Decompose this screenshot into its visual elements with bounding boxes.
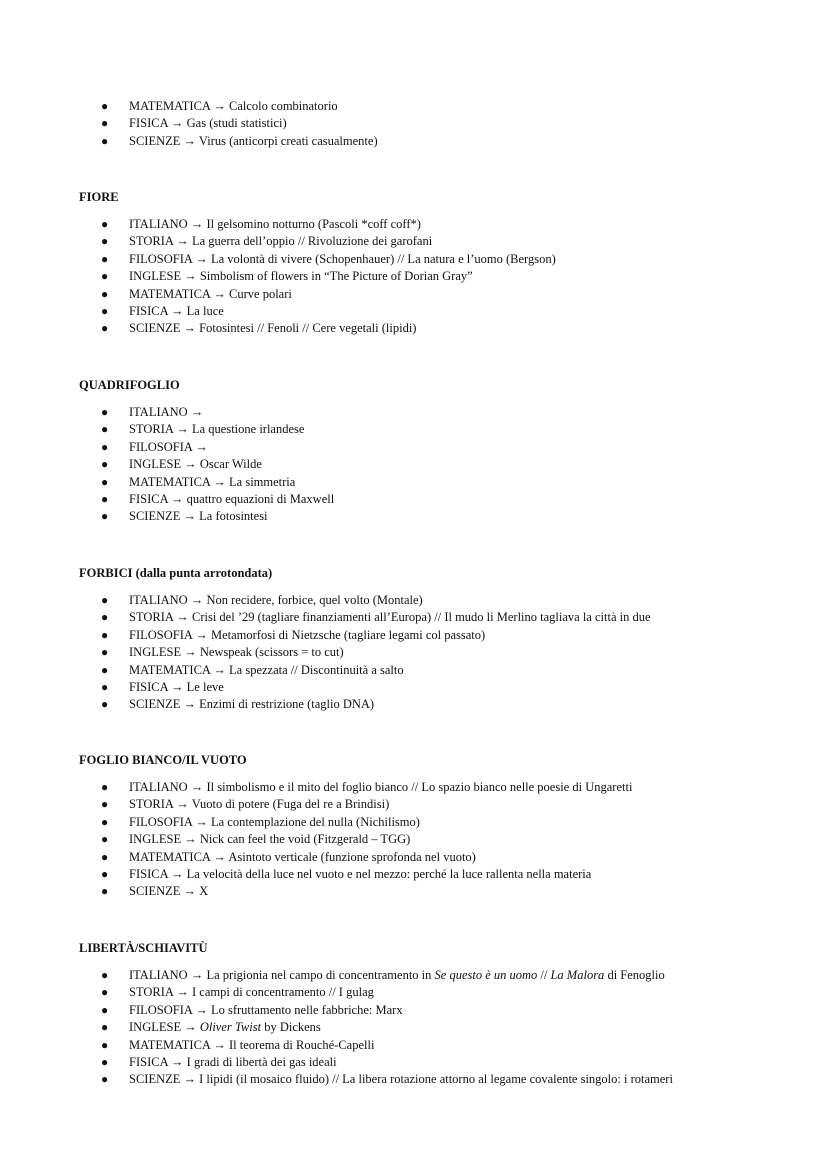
topic-text: La prigionia nel campo di concentramento in (206, 968, 435, 982)
bullet-icon: ● (101, 780, 109, 794)
arrow-right-icon: → (167, 866, 187, 881)
arrow-right-icon: → (192, 814, 211, 829)
topic-text: Newspeak (scissors = to cut) (199, 645, 344, 660)
subject-label: FILOSOFIA (129, 627, 193, 642)
list-item (0, 1002, 828, 1019)
section-heading: QUADRIFOGLIO (79, 378, 180, 392)
subject-label: FISICA (129, 303, 168, 318)
list-item (0, 831, 828, 848)
item-text (129, 644, 344, 661)
subject-label: INGLESE (129, 1020, 182, 1035)
item-text (129, 320, 416, 337)
list-item (0, 456, 828, 473)
subject-label: INGLESE (129, 269, 182, 284)
list-item (0, 644, 828, 661)
list-item (0, 866, 828, 883)
arrow-right-icon: → (167, 116, 187, 131)
topic-text: I gradi di libertà dei gas ideali (186, 1054, 337, 1069)
arrow-right-icon: → (187, 593, 207, 607)
arrow-right-icon: → (180, 884, 200, 899)
item-text (129, 627, 485, 644)
list-item (0, 984, 828, 1001)
list-item (0, 849, 828, 866)
arrow-right-icon: → (181, 269, 200, 284)
topic-text: La volontà di vivere (Schopenhauer) // La natura e l’uomo (Bergson) (210, 251, 556, 266)
item-text (129, 456, 262, 473)
list-item (0, 286, 828, 303)
bullet-icon: ● (101, 697, 109, 712)
bullet-icon: ● (101, 457, 109, 472)
subject-label: SCIENZE (129, 1072, 181, 1087)
bullet-icon: ● (101, 321, 109, 336)
arrow-right-icon: → (181, 832, 200, 847)
bullet-icon: ● (101, 286, 109, 301)
item-list (0, 592, 828, 714)
bullet-icon: ● (101, 985, 109, 1000)
item-text (129, 814, 420, 831)
bullet-icon: ● (101, 832, 109, 847)
list-item (0, 609, 828, 626)
title-italic: La Malora (550, 968, 605, 982)
item-text (129, 474, 295, 491)
subject-label: FILOSOFIA (129, 439, 193, 454)
list-item (0, 592, 828, 609)
list-item (0, 796, 828, 813)
section-heading: LIBERTÀ/SCHIAVITÙ (79, 941, 208, 955)
item-text (129, 1019, 321, 1036)
subject-label: ITALIANO (129, 217, 188, 231)
subject-label: ITALIANO (129, 405, 188, 419)
topic-text: Enzimi di restrizione (taglio DNA) (199, 697, 375, 712)
list-item (0, 268, 828, 285)
bullet-icon: ● (101, 303, 109, 318)
list-item (0, 508, 828, 525)
arrow-right-icon: → (167, 1054, 187, 1069)
topic-text: Lo sfruttamento nelle fabbriche: Marx (210, 1002, 403, 1017)
topic-text: I campi di concentramento // I gulag (191, 985, 374, 1000)
list-item (0, 1071, 828, 1088)
topic-text: Il simbolismo e il mito del foglio bianco // Lo spazio bianco nelle poesie di Ungaretti (206, 780, 633, 794)
arrow-right-icon: → (181, 1020, 200, 1035)
item-text (129, 1054, 337, 1071)
bullet-icon: ● (101, 645, 109, 660)
list-item (0, 883, 828, 900)
section-heading: FOGLIO BIANCO/IL VUOTO (79, 753, 247, 767)
bullet-icon: ● (101, 679, 109, 694)
topic-text: La questione irlandese (191, 422, 305, 437)
list-item (0, 814, 828, 831)
bullet-icon: ● (101, 1054, 109, 1069)
arrow-right-icon: → (187, 405, 204, 419)
item-text (129, 592, 423, 609)
topic-text: Gas (studi statistici) (186, 116, 287, 131)
list-item (0, 1019, 828, 1036)
bullet-icon: ● (101, 849, 109, 864)
subject-label: MATEMATICA (129, 662, 211, 677)
arrow-right-icon: → (181, 645, 200, 660)
item-text (129, 779, 632, 796)
item-text (129, 984, 374, 1001)
item-list (0, 98, 828, 150)
arrow-right-icon: → (173, 610, 192, 625)
topic-text: Simbolism of flowers in “The Picture of Dorian Gray” (199, 269, 473, 284)
list-item (0, 491, 828, 508)
item-list (0, 404, 828, 526)
topic-text: Curve polari (229, 286, 292, 301)
subject-label: INGLESE (129, 832, 182, 847)
arrow-right-icon: → (180, 509, 200, 524)
subject-label: STORIA (129, 797, 174, 812)
topic-text: Il teorema di Rouché-Capelli (229, 1037, 375, 1052)
bullet-icon: ● (101, 1072, 109, 1087)
subject-label: MATEMATICA (129, 286, 211, 301)
arrow-right-icon: → (210, 474, 230, 489)
item-text (129, 286, 292, 303)
bullet-icon: ● (101, 99, 109, 113)
bullet-icon: ● (101, 509, 109, 524)
list-item (0, 627, 828, 644)
item-text (129, 303, 224, 320)
bullet-icon: ● (101, 797, 109, 812)
topic-text: Nick can feel the void (Fitzgerald – TGG) (199, 832, 411, 847)
list-item (0, 320, 828, 337)
subject-label: FISICA (129, 679, 168, 694)
bullet-icon: ● (101, 610, 109, 625)
subject-label: INGLESE (129, 645, 182, 660)
arrow-right-icon: → (167, 303, 187, 318)
arrow-right-icon: → (180, 697, 200, 712)
item-text (129, 866, 591, 883)
topic-text: I lipidi (il mosaico fluido) // La libera rotazione attorno al legame covalente singolo: i rotameri (199, 1072, 673, 1087)
list-item (0, 662, 828, 679)
item-list (0, 216, 828, 338)
subject-label: FISICA (129, 116, 168, 131)
list-item (0, 1054, 828, 1071)
bullet-icon: ● (101, 116, 109, 131)
arrow-right-icon: → (187, 217, 207, 231)
list-item (0, 474, 828, 491)
topic-text: Calcolo combinatorio (229, 99, 338, 113)
arrow-right-icon: → (167, 491, 187, 506)
subject-label: STORIA (129, 234, 174, 249)
list-item (0, 133, 828, 150)
arrow-right-icon: → (192, 251, 211, 266)
bullet-icon: ● (101, 491, 109, 506)
arrow-right-icon: → (167, 679, 187, 694)
topic-text: Oscar Wilde (199, 457, 262, 472)
item-text (129, 251, 556, 268)
item-text (129, 216, 421, 233)
list-item (0, 233, 828, 250)
item-text (129, 679, 224, 696)
topic-text: quattro equazioni di Maxwell (186, 491, 335, 506)
list-item (0, 303, 828, 320)
subject-label: FILOSOFIA (129, 814, 193, 829)
bullet-icon: ● (101, 884, 109, 899)
item-text (129, 849, 476, 866)
item-list (0, 779, 828, 901)
item-text (129, 696, 374, 713)
subject-label: ITALIANO (129, 968, 188, 982)
item-text (129, 1002, 403, 1019)
subject-label: FILOSOFIA (129, 251, 193, 266)
section-heading: FIORE (79, 190, 119, 204)
subject-label: ITALIANO (129, 780, 188, 794)
bullet-icon: ● (101, 1037, 109, 1052)
subject-label: SCIENZE (129, 509, 181, 524)
arrow-right-icon: → (173, 985, 192, 1000)
arrow-right-icon: → (210, 286, 230, 301)
topic-text: La simmetria (229, 474, 296, 489)
list-item (0, 779, 828, 796)
topic-text: Fotosintesi // Fenoli // Cere vegetali (lipidi) (199, 321, 417, 336)
arrow-right-icon: → (192, 1002, 211, 1017)
arrow-right-icon: → (192, 439, 208, 454)
arrow-right-icon: → (210, 99, 230, 113)
bullet-icon: ● (101, 251, 109, 266)
bullet-icon: ● (101, 234, 109, 249)
topic-text: La spezzata // Discontinuità a salto (229, 662, 404, 677)
topic-text: // (537, 968, 551, 982)
subject-label: MATEMATICA (129, 1037, 211, 1052)
item-text (129, 421, 304, 438)
arrow-right-icon: → (210, 662, 230, 677)
topic-text: La velocità della luce nel vuoto e nel mezzo: perché la luce rallenta nella materia (186, 866, 592, 881)
item-text (129, 831, 410, 848)
item-text (129, 268, 473, 285)
item-text (129, 233, 432, 250)
bullet-icon: ● (101, 627, 109, 642)
bullet-icon: ● (101, 439, 109, 454)
item-text (129, 796, 389, 813)
topic-text: Crisi del ’29 (tagliare finanziamenti all’Europa) // Il mudo li Merlino tagliava la città in due (191, 610, 651, 625)
item-text (129, 98, 338, 115)
subject-label: SCIENZE (129, 321, 181, 336)
arrow-right-icon: → (173, 797, 192, 812)
bullet-icon: ● (101, 133, 109, 148)
item-text (129, 115, 287, 132)
arrow-right-icon: → (181, 457, 200, 472)
item-text (129, 967, 665, 984)
topic-text: Le leve (186, 679, 224, 694)
arrow-right-icon: → (192, 627, 211, 642)
subject-label: FISICA (129, 866, 168, 881)
arrow-right-icon: → (173, 422, 192, 437)
subject-label: FISICA (129, 1054, 168, 1069)
item-text (129, 508, 268, 525)
subject-label: SCIENZE (129, 697, 181, 712)
subject-label: MATEMATICA (129, 474, 211, 489)
bullet-icon: ● (101, 814, 109, 829)
list-item (0, 98, 828, 115)
item-text (129, 883, 208, 900)
list-item (0, 696, 828, 713)
bullet-icon: ● (101, 662, 109, 677)
item-text (129, 404, 203, 421)
topic-text: di Fenoglio (604, 968, 665, 982)
arrow-right-icon: → (210, 1037, 230, 1052)
list-item (0, 216, 828, 233)
topic-text: X (199, 884, 209, 899)
item-text (129, 1071, 673, 1088)
topic-text: Asintoto verticale (funzione sprofonda nel vuoto) (228, 849, 476, 864)
arrow-right-icon: → (173, 234, 192, 249)
topic-text: La fotosintesi (199, 509, 268, 524)
arrow-right-icon: → (187, 780, 207, 794)
item-text (129, 439, 208, 456)
subject-label: MATEMATICA (129, 99, 211, 113)
arrow-right-icon: → (180, 321, 200, 336)
list-item (0, 404, 828, 421)
topic-text: Non recidere, forbice, quel volto (Montale) (206, 593, 423, 607)
arrow-right-icon: → (180, 1072, 200, 1087)
bullet-icon: ● (101, 217, 109, 231)
bullet-icon: ● (101, 1002, 109, 1017)
title-italic: Se questo è un uomo (434, 968, 538, 982)
list-item (0, 421, 828, 438)
subject-label: FILOSOFIA (129, 1002, 193, 1017)
topic-text: La contemplazione del nulla (Nichilismo) (210, 814, 420, 829)
item-text (129, 133, 378, 150)
item-text (129, 1037, 374, 1054)
list-item (0, 251, 828, 268)
bullet-icon: ● (101, 269, 109, 284)
bullet-icon: ● (101, 422, 109, 437)
list-item (0, 1037, 828, 1054)
item-text (129, 662, 404, 679)
list-item (0, 439, 828, 456)
item-list (0, 967, 828, 1089)
list-item (0, 679, 828, 696)
subject-label: ITALIANO (129, 593, 188, 607)
bullet-icon: ● (101, 474, 109, 489)
bullet-icon: ● (101, 1020, 109, 1035)
subject-label: MATEMATICA (129, 849, 211, 864)
bullet-icon: ● (101, 866, 109, 881)
section-heading: FORBICI (dalla punta arrotondata) (79, 566, 273, 580)
topic-text: Virus (anticorpi creati casualmente) (198, 133, 378, 148)
item-text (129, 609, 651, 626)
arrow-right-icon: → (180, 133, 199, 148)
subject-label: STORIA (129, 610, 174, 625)
topic-text: La luce (186, 303, 224, 318)
topic-text: Vuoto di potere (Fuga del re a Brindisi) (191, 797, 390, 812)
topic-text: Il gelsomino notturno (Pascoli *coff coff*) (206, 217, 421, 231)
topic-text: by Dickens (261, 1020, 321, 1035)
bullet-icon: ● (101, 405, 109, 419)
item-text (129, 491, 334, 508)
subject-label: SCIENZE (129, 884, 181, 899)
bullet-icon: ● (101, 593, 109, 607)
topic-text: La guerra dell’oppio // Rivoluzione dei garofani (191, 234, 433, 249)
bullet-icon: ● (101, 968, 109, 982)
subject-label: INGLESE (129, 457, 182, 472)
arrow-right-icon: → (187, 968, 207, 982)
subject-label: STORIA (129, 422, 174, 437)
arrow-right-icon: → (210, 849, 229, 864)
list-item (0, 115, 828, 132)
subject-label: SCIENZE (129, 133, 181, 148)
list-item (0, 967, 828, 984)
subject-label: FISICA (129, 491, 168, 506)
topic-text: Metamorfosi di Nietzsche (tagliare legami col passato) (210, 627, 486, 642)
subject-label: STORIA (129, 985, 174, 1000)
title-italic: Oliver Twist (199, 1020, 262, 1035)
